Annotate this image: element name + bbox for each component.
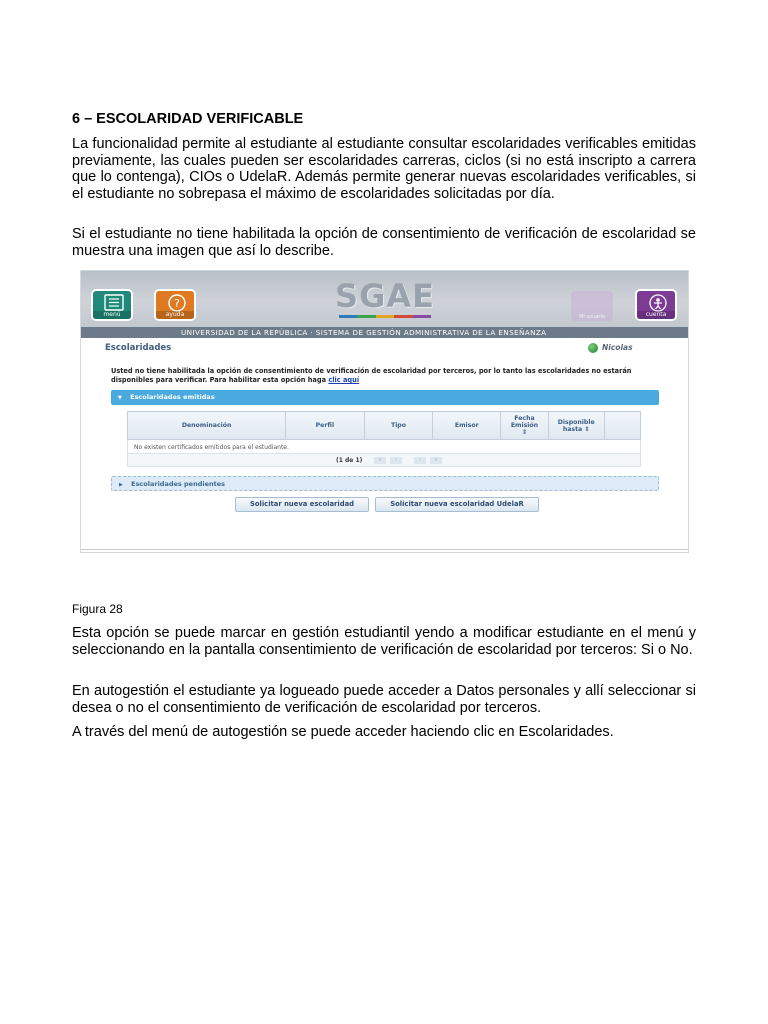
col-emisor[interactable]: Emisor — [433, 412, 501, 440]
solicitar-escolaridad-udelar-button[interactable]: Solicitar nueva escolaridad UdelaR — [375, 497, 539, 512]
pendientes-panel-header[interactable] — [111, 476, 659, 491]
mi-usuario-tile[interactable] — [571, 291, 613, 321]
sgae-logo: SGAE — [335, 277, 435, 315]
ayuda-tile[interactable] — [154, 289, 196, 321]
col-actions — [604, 412, 640, 440]
table-header-row — [128, 412, 641, 440]
ayuda-tile-label: ayuda — [156, 311, 194, 319]
col-fecha-emision[interactable] — [501, 412, 549, 440]
help-icon — [167, 294, 187, 312]
sort-icon: ⇕ — [521, 429, 528, 436]
screenshot-bottom-border — [81, 549, 688, 550]
menu-icon — [104, 294, 124, 311]
collapse-arrow-icon: ▶ — [119, 482, 123, 488]
empty-message: No existen certificados emitidos para el estudiante. — [128, 440, 641, 455]
emitidas-label: Escolaridades emitidas — [130, 393, 215, 401]
cuenta-tile-label: cuenta — [637, 311, 675, 319]
col-fecha-label: Fecha Emisión — [510, 415, 539, 429]
next-page-button[interactable]: › — [414, 457, 426, 464]
table-pager — [127, 453, 641, 467]
menu-tile-label: menú — [93, 311, 131, 319]
last-page-button[interactable]: » — [430, 457, 442, 464]
prev-page-button[interactable]: ‹ — [390, 457, 402, 464]
col-disponible-hasta[interactable] — [548, 412, 604, 440]
logo-stripe — [339, 315, 431, 318]
figure-caption: Figura 28 — [72, 602, 123, 616]
cuenta-tile[interactable] — [635, 289, 677, 321]
paragraph-consent: Si el estudiante no tiene habilitada la opción de consentimiento de verificación de escolaridad se muestra una imagen que así lo describe. — [72, 226, 696, 259]
page-title: Escolaridades — [105, 343, 172, 353]
expand-arrow-icon: ▼ — [118, 395, 122, 401]
col-denominacion[interactable]: Denominación — [128, 412, 286, 440]
sgae-screenshot — [80, 270, 689, 553]
solicitar-escolaridad-button[interactable]: Solicitar nueva escolaridad — [235, 497, 369, 512]
sgae-header — [81, 271, 688, 327]
consent-notice — [111, 367, 651, 385]
section-heading: 6 – ESCOLARIDAD VERIFICABLE — [72, 111, 304, 127]
sort-icon: ⇕ — [584, 425, 590, 433]
university-text: UNIVERSIDAD DE LA REPÚBLICA · SISTEMA DE GESTIÓN ADMINISTRATIVA DE LA ENSEÑANZA — [181, 328, 547, 337]
svg-text:?: ? — [174, 297, 180, 310]
notice-text: Usted no tiene habilitada la opción de consentimiento de verificación de escolaridad por terceros, por lo tanto las escolaridades no estarán disponibles para verificar. Para habilitar esta opción haga — [111, 367, 632, 384]
paragraph-gestion: Esta opción se puede marcar en gestión estudiantil yendo a modificar estudiante en el menú y seleccionando en la pantalla consentimiento de verificación de escolaridad por terceros: Si o No. — [72, 625, 696, 658]
escolaridades-table — [127, 411, 641, 455]
paragraph-autogestion: En autogestión el estudiante ya logueado puede acceder a Datos personales y allí seleccionar si desea o no el consentimiento de verificación de escolaridad por terceros. — [72, 683, 696, 716]
user-name[interactable]: Nicolas — [602, 343, 633, 352]
page-indicator: (1 de 1) — [336, 457, 363, 464]
col-perfil[interactable]: Perfil — [286, 412, 364, 440]
paragraph-intro: La funcionalidad permite al estudiante al estudiante consultar escolaridades verificables emitidas previamente, las cuales pueden ser escolaridades carreras, ciclos (si no está inscripto a carrera que lo contenga), CIOs o UdelaR. Además permite generar nuevas escolaridades verificables, si el estudiante no sobrepasa el máximo de escolaridades solicitadas por día. — [72, 136, 696, 202]
col-disponible-label: Disponible hasta — [557, 418, 595, 433]
menu-tile[interactable] — [91, 289, 133, 321]
pendientes-label: Escolaridades pendientes — [131, 480, 226, 488]
mi-usuario-label: Mi usuario — [579, 314, 605, 320]
user-status-icon — [588, 343, 598, 353]
emitidas-panel-header[interactable] — [111, 390, 659, 405]
col-tipo[interactable]: Tipo — [364, 412, 433, 440]
university-banner — [81, 327, 688, 338]
enable-consent-link[interactable]: clic aquí — [328, 376, 360, 384]
first-page-button[interactable]: « — [374, 457, 386, 464]
paragraph-menu: A través del menú de autogestión se puede acceder haciendo clic en Escolaridades. — [72, 724, 614, 740]
user-account-icon — [648, 294, 668, 312]
